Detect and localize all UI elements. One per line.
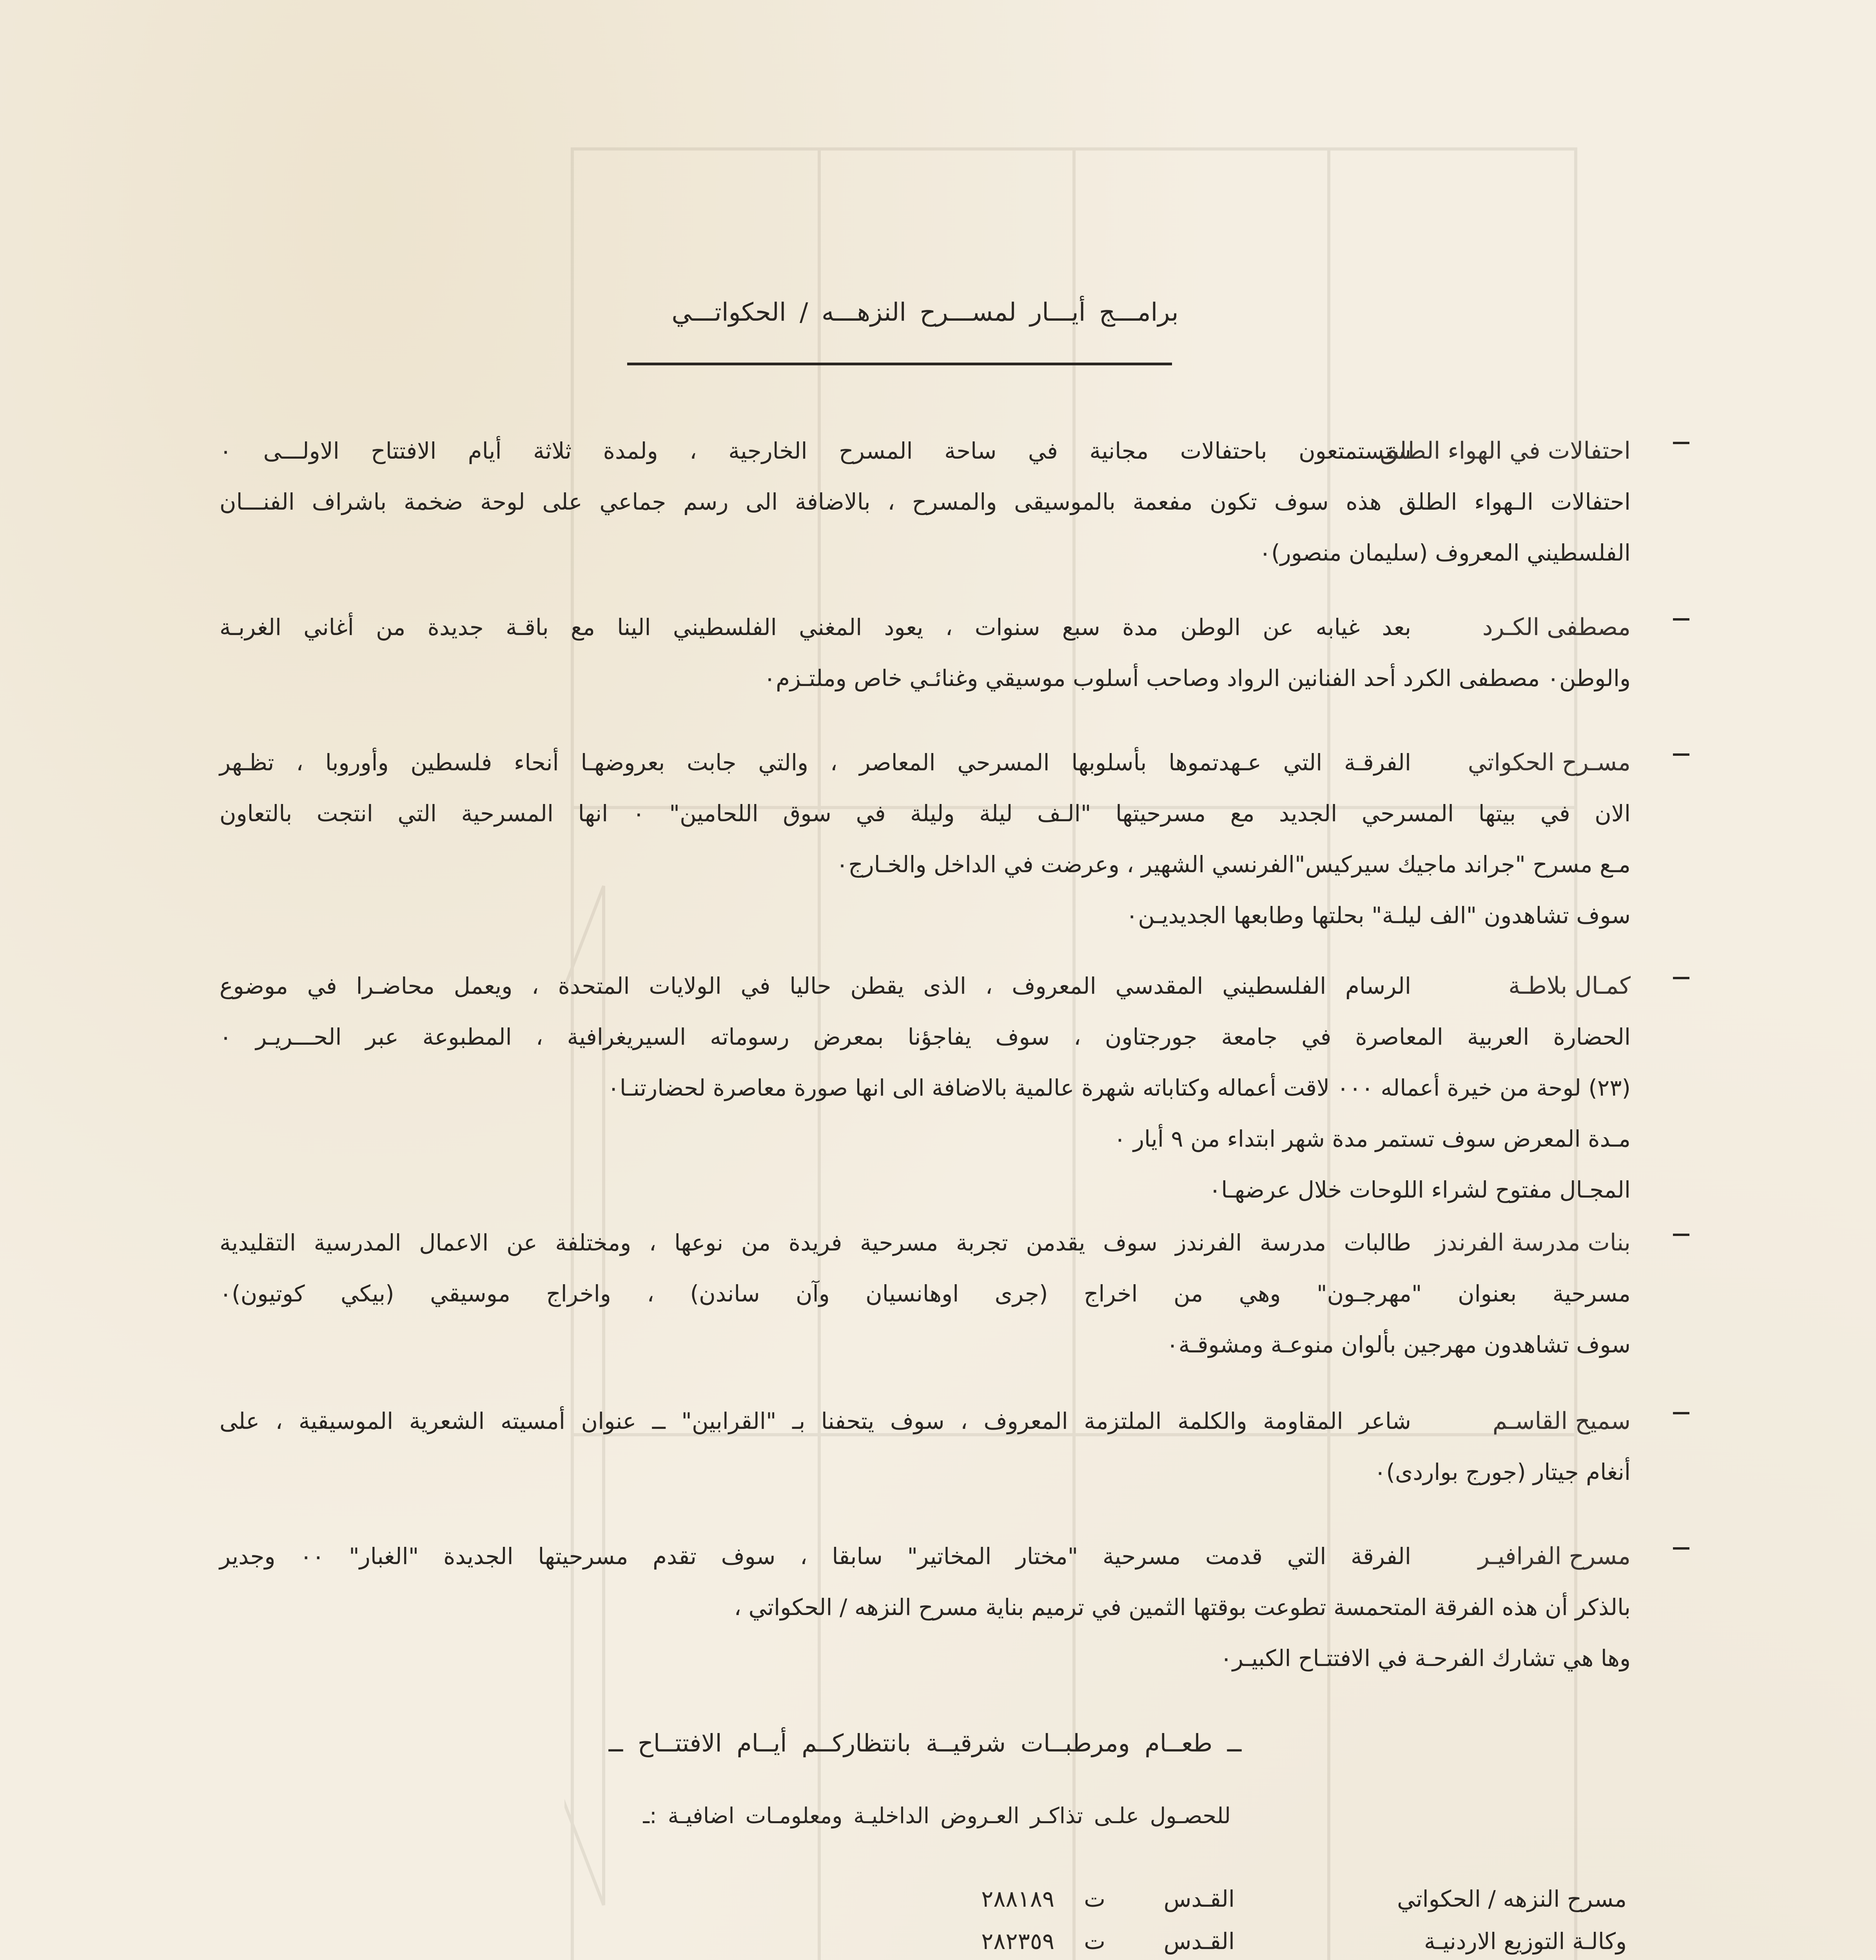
bullet-dash bbox=[1673, 753, 1689, 756]
bullet-dash bbox=[1673, 1234, 1689, 1236]
section-label: كمـال بلاطـة bbox=[1508, 972, 1631, 1000]
section-line: بالذكر أن هذه الفرقة المتحمسة تطوعت بوقتها الثمين في ترميم بناية مسرح النزهه / الحكواتي ، bbox=[734, 1594, 1631, 1621]
section-line: أنغام جيتار (جورج بواردى)٠ bbox=[1374, 1459, 1631, 1485]
contact-phone-number: ٢٨٢٣٥٩ bbox=[981, 1928, 1054, 1955]
section-label: بنات مدرسة الفرندز bbox=[1435, 1229, 1631, 1256]
section-line: المجـال مفتوح لشراء اللوحات خلال عرضهـا٠ bbox=[1209, 1176, 1631, 1203]
contact-row bbox=[823, 1878, 1627, 1920]
section-line: مـع مسرح "جراند ماجيك سيركيس"الفرنسي الشهير ، وعرضت في الداخل والخـارج٠ bbox=[836, 851, 1631, 878]
section-hakawati-theatre bbox=[220, 737, 1631, 941]
bullet-dash bbox=[1673, 442, 1689, 444]
bullet-dash bbox=[1673, 1412, 1689, 1414]
bullet-dash bbox=[1673, 977, 1689, 979]
bullet-dash bbox=[1673, 618, 1689, 621]
section-line: وها هي تشارك الفرحـة في الافتتـاح الكبيـر٠ bbox=[1220, 1645, 1631, 1671]
section-kamal-boullata bbox=[220, 960, 1631, 1215]
section-al-farafir-theatre bbox=[220, 1531, 1631, 1684]
contact-city: القـدس bbox=[1163, 1928, 1235, 1955]
section-open-air-festivities bbox=[220, 425, 1631, 578]
document-title: برامـــج أيـــار لمســـرح النزهـــه / الحكواتـــي bbox=[671, 298, 1179, 327]
section-line: مـدة المعرض سوف تستمر مدة شهر ابتداء من ٩ أيار ٠ bbox=[1114, 1125, 1631, 1152]
section-line: الان في بيتها المسرحي الجديد مع مسرحيتها "الـف ليلة وليلة في سوق اللحامين" ٠ انها المسرحية التي انتجت بالتعاون bbox=[220, 800, 1631, 827]
section-line: طالبات مدرسة الفرندز سوف يقدمن تجربة مسرحية فريدة من نوعها ، ومختلفة عن الاعمال المدرسية التقليدية bbox=[220, 1229, 1411, 1256]
section-label: مصطفى الكـرد bbox=[1482, 613, 1631, 641]
section-line: بعد غيابه عن الوطن مدة سبع سنوات ، يعود المغني الفلسطيني الينا مع باقـة جديدة من أغاني الغربـة bbox=[220, 614, 1411, 641]
contact-phone-abbrev: ت bbox=[1084, 1928, 1105, 1955]
section-line: الفرقـة التي عـهدتموها بأسلوبها المسرحي المعاصر ، والتي جابت بعروضهـا أنحاء فلسطين وأوروبا ، تظـهر bbox=[220, 749, 1411, 776]
contact-phone-number: ٢٨٨١٨٩ bbox=[981, 1886, 1054, 1912]
section-line: (٢٣) لوحة من خيرة أعماله ٠٠٠ لاقت أعماله وكتاباته شهرة عالمية بالاضافة الى انها صورة معاصرة لحضارتنـا٠ bbox=[607, 1074, 1631, 1101]
section-line: الفلسطيني المعروف (سليمان منصور)٠ bbox=[1259, 539, 1631, 566]
contact-phone-abbrev: ت bbox=[1084, 1886, 1105, 1912]
section-label: مسرح الفرافيـر bbox=[1478, 1543, 1631, 1570]
section-line: سوف تشاهدون "الف ليلـة" بحلتها وطابعها الجديديـن٠ bbox=[1126, 902, 1631, 929]
contact-city: القـدس bbox=[1163, 1886, 1235, 1912]
section-line: مسرحية بعنوان "مهرجـون" وهي من اخراج (جرى اوهانسيان وآن ساندن) ، واخراج موسيقي (بيكي كوتيون)٠ bbox=[220, 1280, 1631, 1307]
tickets-info-line: للحصـول علـى تذاكـر العـروض الداخليـة ومعلومـات اضافيـة :ـ bbox=[643, 1803, 1231, 1829]
contact-name: وكالـة التوزيع الاردنيـة bbox=[1424, 1928, 1627, 1955]
section-samih-al-qasim bbox=[220, 1396, 1631, 1497]
section-line: شاعر المقاومة والكلمة الملتزمة المعروف ، سوف يتحفنا بـ "القرابين" ــ عنوان أمسيته الشعرية الموسيقية ، على bbox=[220, 1408, 1411, 1434]
section-label: احتفالات في الهواء الطلق bbox=[1380, 437, 1631, 465]
section-label: سميح القاسـم bbox=[1492, 1407, 1631, 1435]
contacts-list bbox=[823, 1878, 1627, 1960]
section-friends-school-girls bbox=[220, 1217, 1631, 1370]
section-line: الفرقة التي قدمت مسرحية "مختار المخاتير" سابقا ، سوف تقدم مسرحيتها الجديدة "الغبار" ٠٠ وجدير bbox=[220, 1543, 1411, 1570]
contact-name: مسرح النزهه / الحكواتي bbox=[1397, 1886, 1627, 1912]
title-underline bbox=[627, 363, 1172, 365]
section-line: ستستمتعون باحتفالات مجانية في ساحة المسرح الخارجية ، ولمدة ثلاثة أيام الافتتاح الاولـــى ٠ bbox=[220, 437, 1411, 464]
section-label: مسـرح الحكواتي bbox=[1468, 749, 1631, 776]
section-mustafa-al-kurd bbox=[220, 602, 1631, 704]
section-line: والوطن٠ مصطفى الكرد أحد الفنانين الرواد وصاحب أسلوب موسيقي وغنائـي خاص وملتـزم٠ bbox=[763, 665, 1631, 691]
section-line: الرسام الفلسطيني المقدسي المعروف ، الذى يقطن حاليا في الولايات المتحدة ، ويعمل محاضـرا في موضوع bbox=[220, 973, 1411, 999]
bullet-dash bbox=[1673, 1547, 1689, 1550]
contact-row bbox=[823, 1920, 1627, 1960]
section-line: سوف تشاهدون مهرجين بألوان منوعـة ومشوقـة٠ bbox=[1166, 1331, 1631, 1358]
refreshments-slogan: ــ طعــام ومرطبــات شرقيــة بانتظاركــم أيــام الافتتــاح ــ bbox=[608, 1729, 1242, 1757]
section-line: الحضارة العربية المعاصرة في جامعة جورجتاون ، سوف يفاجؤنا بمعرض رسوماته السيريغرافية ، المطبوعة عبر الحـــريـر ٠ bbox=[220, 1024, 1631, 1050]
section-line: احتفالات الـهواء الطلق هذه سوف تكون مفعمة بالموسيقى والمسرح ، بالاضافة الى رسم جماعي على لوحة ضخمة باشراف الفنـــان bbox=[220, 488, 1631, 515]
